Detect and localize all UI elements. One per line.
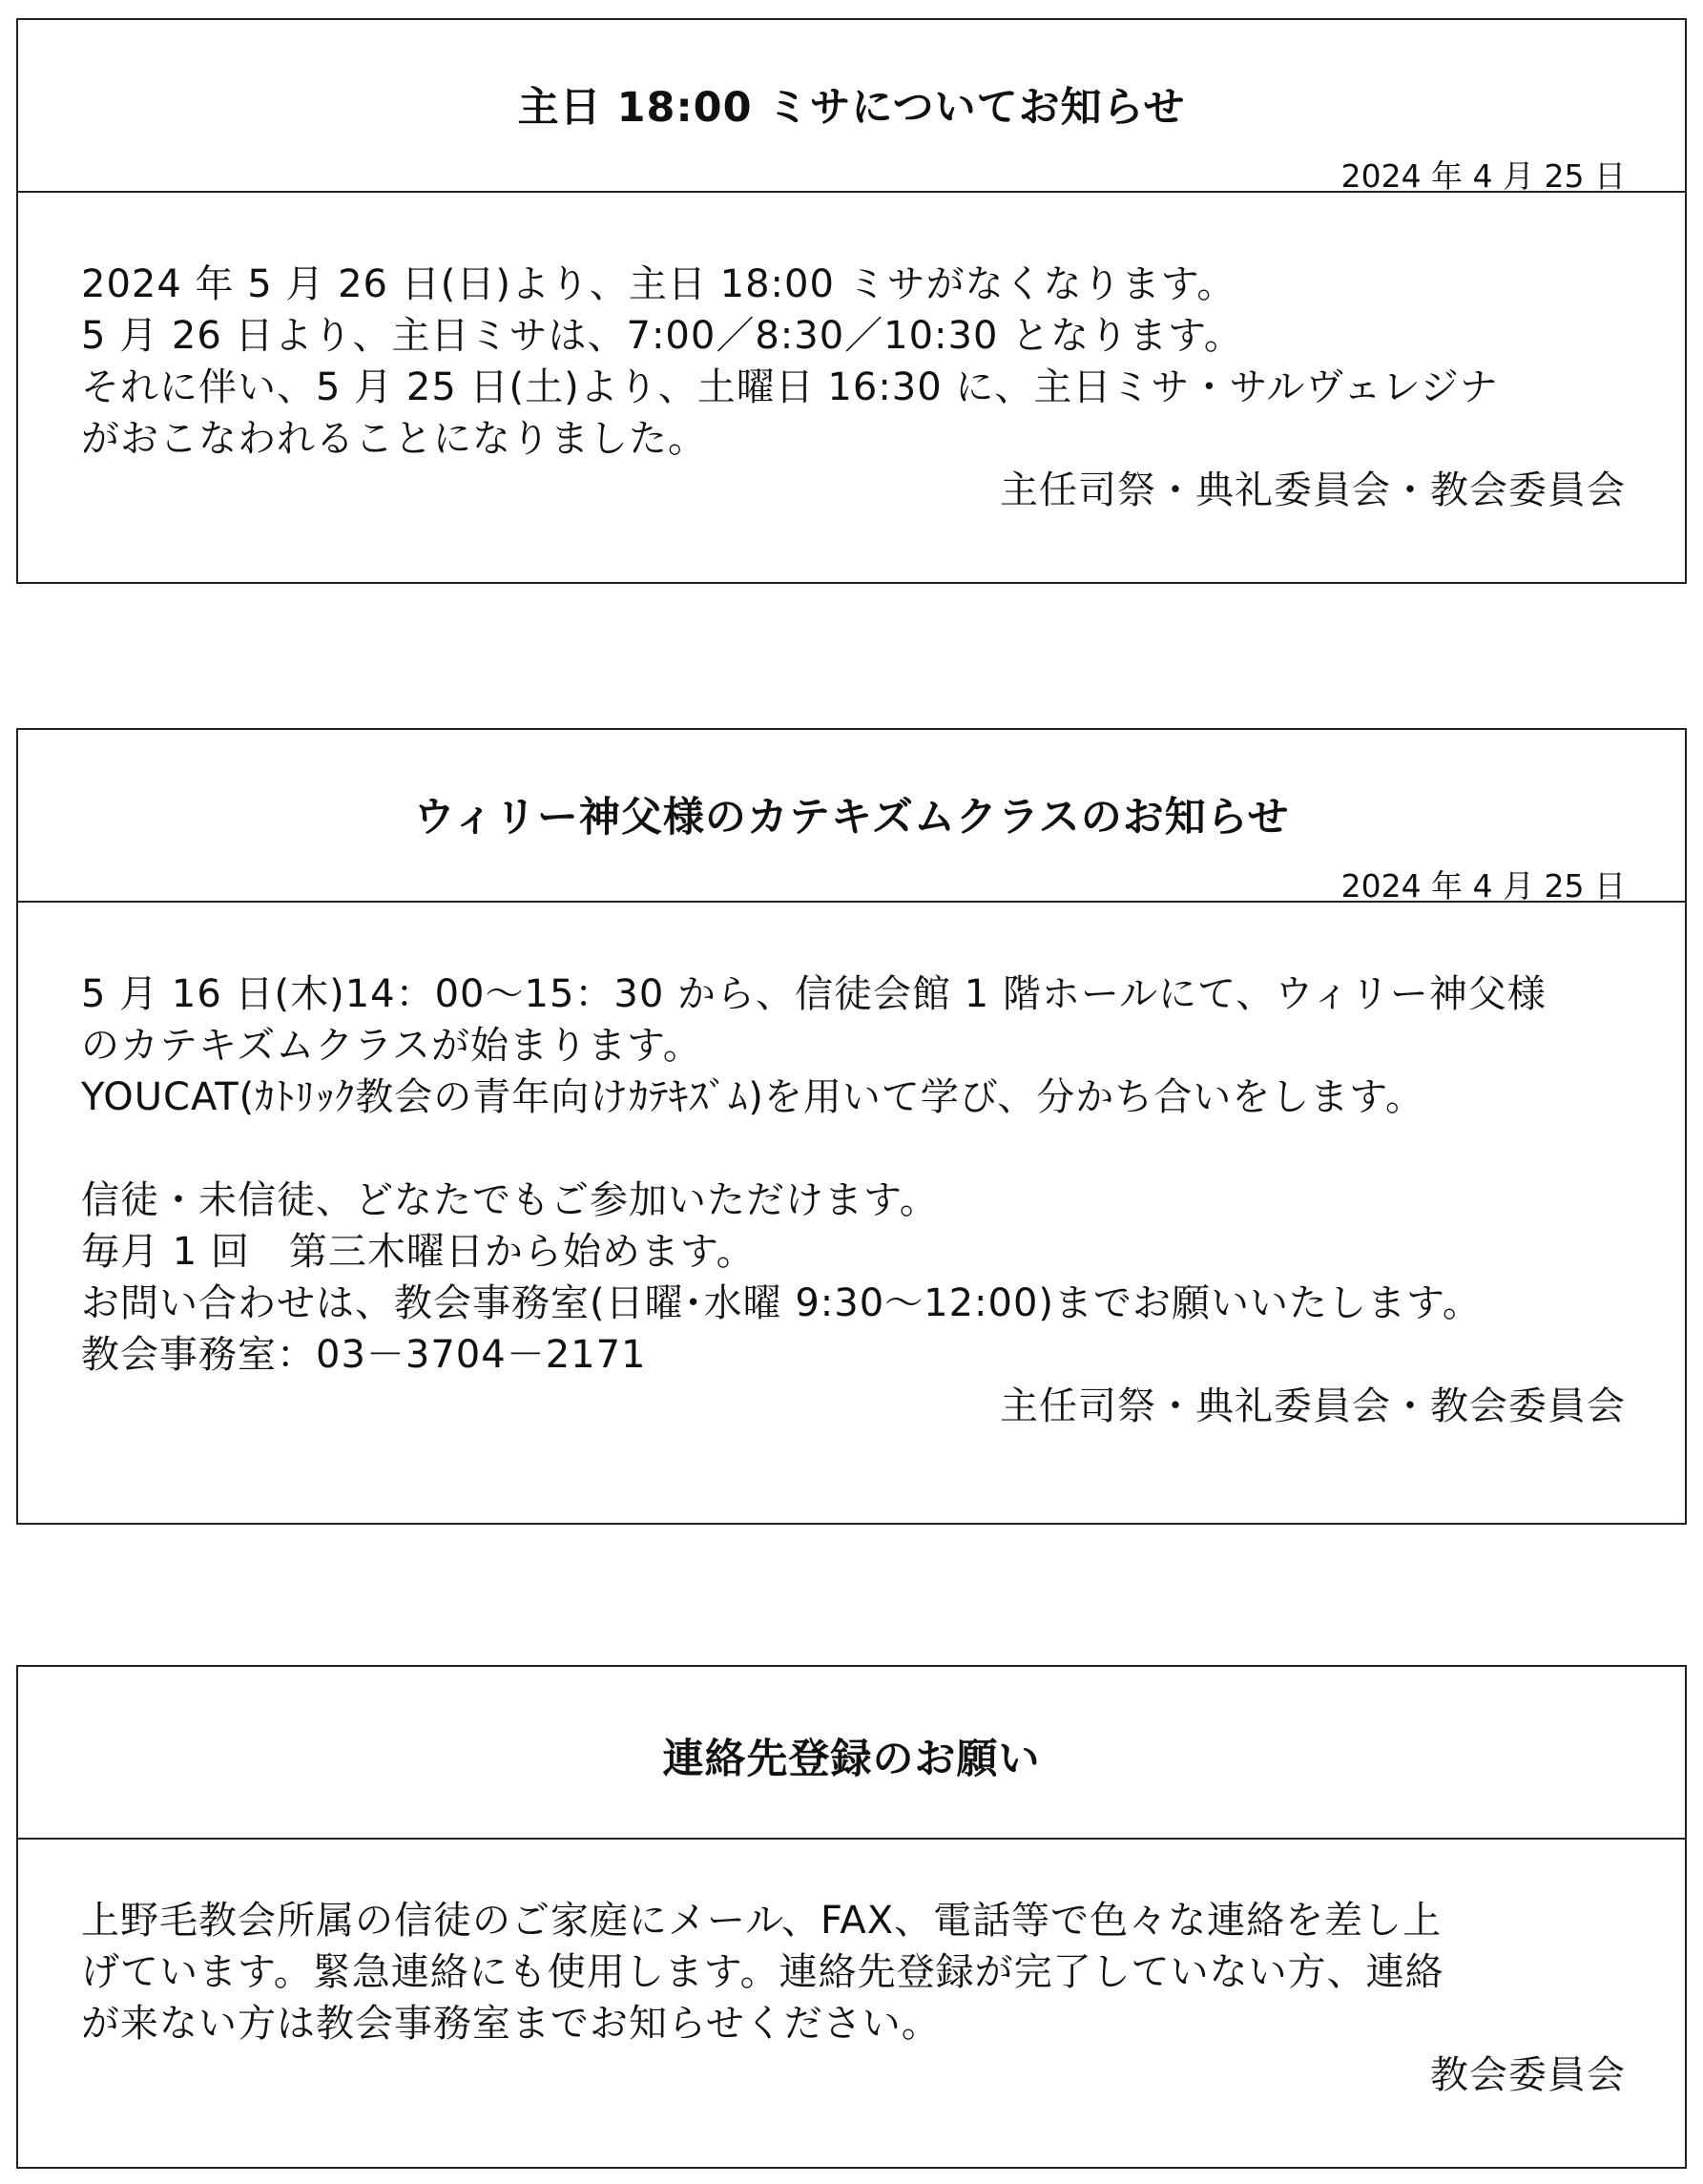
notice-line: 5 月 16 日(木)14：00～15：30 から、信徒会館 1 階ホールにて、ウィリー神父様 bbox=[81, 972, 1547, 1016]
notice-title: 連絡先登録のお願い bbox=[662, 1736, 1041, 1783]
notice-line: お問い合わせは、教会事務室(日曜･水曜 9:30～12:00)までお願いいたします。 bbox=[81, 1281, 1482, 1325]
notice-body bbox=[18, 903, 1685, 1432]
notice-date: 2024 年 4 月 25 日 bbox=[1340, 157, 1626, 195]
notice-line: 5 月 26 日より、主日ミサは、7:00／8:30／10:30 となります。 bbox=[81, 314, 1243, 358]
notice-line: 教会事務室：03－3704－2171 bbox=[81, 1333, 647, 1377]
notice-line: が来ない方は教会事務室までお知らせください。 bbox=[81, 2002, 941, 2046]
notice-date: 2024 年 4 月 25 日 bbox=[1340, 867, 1626, 905]
notice-signature: 主任司祭・典礼委員会・教会委員会 bbox=[1000, 1384, 1626, 1428]
notice-body bbox=[18, 193, 1685, 516]
notice-mass-schedule bbox=[16, 18, 1687, 584]
notice-body bbox=[18, 1840, 1685, 2101]
notice-header bbox=[18, 20, 1685, 193]
notice-title: ウィリー神父様のカテキズムクラスのお知らせ bbox=[413, 794, 1290, 842]
notice-line: YOUCAT(ｶﾄﾘｯｸ教会の青年向けｶﾃｷｽﾞﾑ)を用いて学び、分かち合いをします。 bbox=[81, 1075, 1425, 1119]
notice-signature: 主任司祭・典礼委員会・教会委員会 bbox=[1000, 468, 1626, 512]
blank-line bbox=[81, 1123, 1626, 1175]
notice-title: 主日 18:00 ミサについてお知らせ bbox=[517, 84, 1186, 132]
notice-line: のカテキズムクラスが始まります。 bbox=[81, 1024, 702, 1068]
notice-signature: 教会委員会 bbox=[1430, 2053, 1626, 2097]
notice-line: 2024 年 5 月 26 日(日)より、主日 18:00 ミサがなくなります。 bbox=[81, 262, 1236, 306]
notice-header bbox=[18, 1667, 1685, 1840]
notice-header bbox=[18, 730, 1685, 903]
notice-line: それに伴い、5 月 25 日(土)より、土曜日 16:30 に、主日ミサ・サルヴェレジナ bbox=[81, 365, 1499, 409]
notice-catechism-class bbox=[16, 728, 1687, 1525]
notice-line: げています。緊急連絡にも使用します。連絡先登録が完了していない方、連絡 bbox=[81, 1950, 1444, 1994]
notice-line: 信徒・未信徒、どなたでもご参加いただけます。 bbox=[81, 1178, 939, 1222]
notice-line: 上野毛教会所属の信徒のご家庭にメール、FAX、電話等で色々な連絡を差し上 bbox=[81, 1899, 1443, 1943]
notice-contact-registration bbox=[16, 1665, 1687, 2169]
notice-line: 毎月 1 回 第三木曜日から始めます。 bbox=[81, 1230, 756, 1274]
notice-line: がおこなわれることになりました。 bbox=[81, 417, 707, 461]
